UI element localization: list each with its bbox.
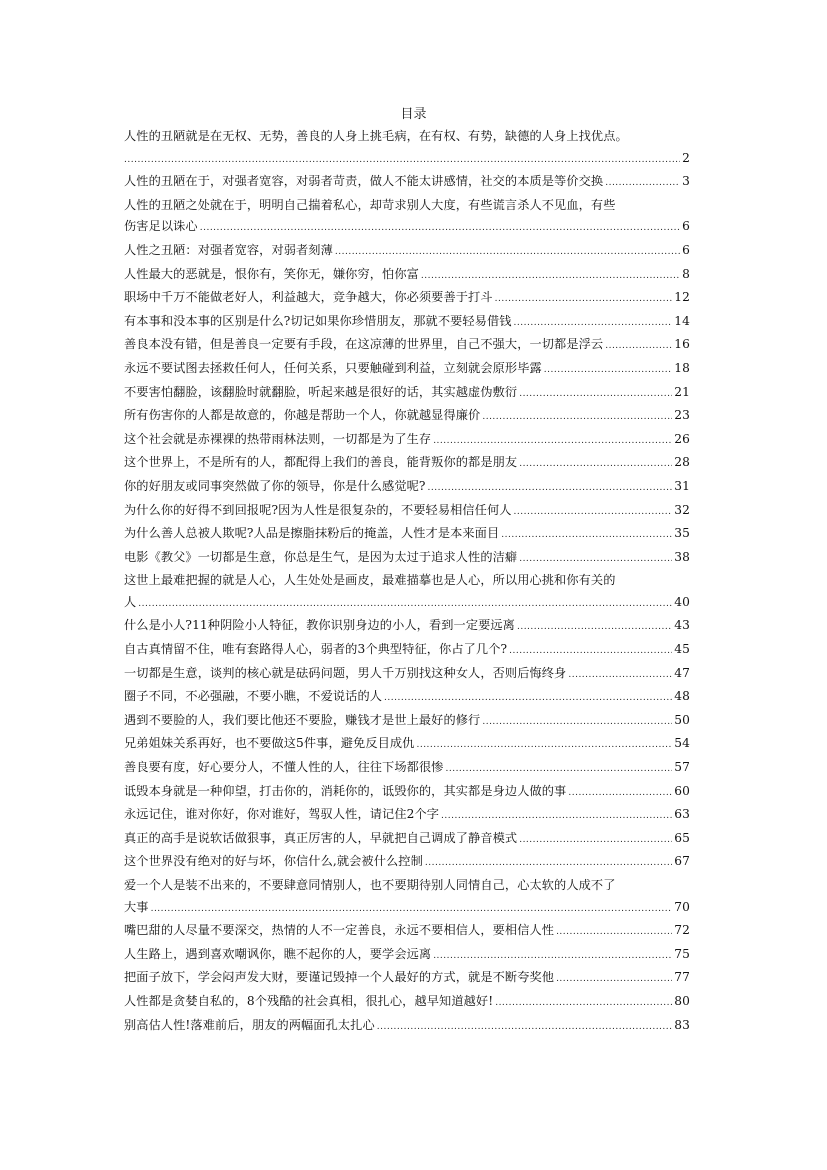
toc-entry[interactable] [124, 875, 700, 897]
toc-entry-title: 你的好朋友或同事突然做了你的领导，你是什么感觉呢? [124, 478, 426, 493]
toc-entry-title: 一切都是生意，谈判的核心就是砝码问题，男人千万别找这种女人，否则后悔终身 [124, 665, 567, 680]
dot-leader [433, 431, 672, 453]
toc-entry[interactable] [124, 733, 700, 757]
toc-entry-title: 人性最大的恶就是，恨你有，笑你无，嫌你穷，怕你富 [124, 266, 419, 281]
toc-entry[interactable] [124, 452, 700, 476]
toc-entry[interactable] [124, 264, 700, 288]
dot-leader [514, 313, 673, 335]
dot-leader [482, 407, 672, 429]
toc-entry[interactable] [124, 523, 700, 547]
toc-entry-page-number: 3 [682, 174, 690, 189]
toc-entry[interactable] [124, 382, 700, 406]
toc-entry-title: 人性的丑陋就是在无权、无势，善良的人身上挑毛病，在有权、有势，缺德的人身上找优点。 [124, 129, 628, 143]
toc-entry[interactable] [124, 639, 700, 663]
toc-entry-title: 善良要有度，好心要分人，不懂人性的人，往往下场都很惨 [124, 760, 444, 775]
toc-entry-page-number: 50 [674, 712, 690, 727]
toc-entry-page-number: 40 [674, 594, 690, 609]
toc-entry[interactable] [124, 1015, 700, 1039]
toc-entry[interactable] [124, 429, 700, 453]
toc-entry[interactable] [124, 171, 700, 195]
toc-entry[interactable] [124, 311, 700, 335]
toc-entry[interactable] [124, 148, 700, 172]
toc-entry[interactable] [124, 686, 700, 710]
dot-leader [441, 806, 672, 828]
dot-leader [151, 899, 673, 921]
dot-leader [200, 218, 680, 240]
toc-entry[interactable] [124, 663, 700, 687]
toc-entry-title: 电影《教父》一切都是生意，你总是生气，是因为太过于追求人性的洁癖 [124, 549, 518, 564]
toc-entry[interactable] [124, 710, 700, 734]
toc-entry[interactable] [124, 781, 700, 805]
toc-entry-title: 什么是小人?11种阴险小人特征，教你识别身边的小人，看到一定要远离 [124, 618, 515, 633]
toc-entry[interactable] [124, 757, 700, 781]
dot-leader [495, 289, 673, 311]
toc-entry[interactable] [124, 804, 700, 828]
table-of-contents [124, 126, 700, 1038]
dot-leader [544, 360, 673, 382]
dot-leader [501, 525, 672, 547]
toc-entry-title: 把面子放下，学会闷声发大财，要谨记毁掉一个人最好的方式，就是不断夸奖他 [124, 970, 555, 985]
dot-leader [519, 549, 672, 571]
dot-leader [519, 384, 672, 406]
toc-entry-page-number: 21 [674, 384, 690, 399]
toc-entry-page-number: 60 [674, 783, 690, 798]
toc-entry[interactable] [124, 358, 700, 382]
toc-entry-page-number: 77 [674, 970, 690, 985]
toc-entry-title: 人生路上，遇到喜欢嘲讽你，瞧不起你的人，要学会远离 [124, 946, 432, 961]
toc-entry-page-number: 83 [674, 1017, 690, 1032]
toc-entry-page-number: 18 [674, 360, 690, 375]
toc-entry-page-number: 23 [674, 408, 690, 423]
dot-leader [517, 617, 672, 639]
toc-entry[interactable] [124, 897, 700, 921]
toc-entry[interactable] [124, 967, 700, 991]
dot-leader [138, 594, 672, 616]
dot-leader [568, 783, 672, 805]
toc-entry-page-number: 67 [674, 854, 690, 869]
dot-leader [605, 173, 680, 195]
toc-entry-page-number: 6 [682, 242, 690, 257]
dot-leader [605, 336, 672, 358]
toc-entry-page-number: 2 [682, 150, 690, 165]
toc-entry-title: 爱一个人是装不出来的，不要肆意同情别人，也不要期待别人同情自己，心太软的人成不了 [124, 878, 616, 892]
toc-entry-title: 自古真情留不住，唯有套路得人心，弱者的3个典型特征，你占了几个? [124, 642, 508, 657]
toc-entry-page-number: 80 [674, 993, 690, 1008]
toc-entry-title: 人性的丑陋在于，对强者宽容，对弱者苛责，做人不能太讲感情，社交的本质是等价交换 [124, 174, 604, 189]
toc-entry[interactable] [124, 828, 700, 852]
toc-entry[interactable] [124, 851, 700, 875]
toc-entry-page-number: 31 [674, 478, 690, 493]
toc-entry-page-number: 12 [674, 290, 690, 305]
toc-entry-page-number: 14 [674, 313, 690, 328]
dot-leader [124, 150, 680, 172]
toc-entry-page-number: 70 [674, 899, 690, 914]
toc-entry-page-number: 47 [674, 665, 690, 680]
toc-entry-page-number: 48 [674, 689, 690, 704]
toc-entry-title: 伤害足以诛心 [124, 219, 198, 234]
dot-leader [514, 502, 673, 524]
dot-leader [482, 712, 672, 734]
toc-entry[interactable] [124, 592, 700, 616]
toc-entry-title: 有本事和没本事的区别是什么?切记如果你珍惜朋友，那就不要轻易借钱 [124, 313, 512, 328]
toc-entry-title: 这个世界上，不是所有的人，都配得上我们的善良，能背叛你的都是朋友 [124, 455, 518, 470]
toc-entry[interactable] [124, 944, 700, 968]
toc-entry-title: 这个社会就是赤裸裸的热带雨林法则，一切都是为了生存 [124, 431, 432, 446]
dot-leader [384, 688, 672, 710]
dot-leader [433, 946, 672, 968]
toc-entry-page-number: 16 [674, 337, 690, 352]
toc-entry[interactable] [124, 991, 700, 1015]
toc-entry-title: 这个世界没有绝对的好与坏，你信什么,就会被什么控制 [124, 854, 423, 869]
toc-entry-title: 不要害怕翻脸，该翻脸时就翻脸，听起来越是很好的话，其实越虚伪敷衍 [124, 384, 518, 399]
toc-entry-page-number: 45 [674, 642, 690, 657]
toc-entry-title: 善良本没有错，但是善良一定要有手段，在这凉薄的世界里，自己不强大，一切都是浮云 [124, 337, 604, 352]
toc-entry-title: 圈子不同，不必强融，不要小瞧，不爱说话的人 [124, 689, 383, 704]
toc-entry-page-number: 26 [674, 431, 690, 446]
toc-entry[interactable] [124, 920, 700, 944]
toc-entry-title: 真正的高手是说软话做狠事，真正厉害的人，早就把自己调成了静音模式 [124, 830, 518, 845]
toc-entry-title: 遇到不要脸的人，我们要比他还不要脸，赚钱才是世上最好的修行 [124, 712, 481, 727]
dot-leader [445, 759, 672, 781]
toc-title: 目录 [400, 107, 427, 122]
toc-entry[interactable] [124, 615, 700, 639]
toc-entry-title: 人性都是贪婪自私的，8个残酷的社会真相，很扎心，越早知道越好! [124, 993, 494, 1008]
toc-entry[interactable] [124, 287, 700, 311]
toc-entry[interactable] [124, 500, 700, 524]
toc-entry-title: 别高估人性!落难前后，朋友的两幅面孔太扎心 [124, 1017, 375, 1032]
dot-leader [519, 830, 672, 852]
toc-entry-title: 人 [124, 594, 137, 609]
toc-entry-page-number: 63 [674, 807, 690, 822]
toc-entry-page-number: 32 [674, 502, 690, 517]
toc-entry[interactable] [124, 476, 700, 500]
dot-leader [509, 641, 672, 663]
toc-entry-title: 人性之丑陋：对强者宽容，对弱者刻薄 [124, 242, 333, 257]
dot-leader [428, 478, 673, 500]
toc-entry[interactable] [124, 570, 700, 592]
dot-leader [377, 1017, 673, 1039]
toc-entry-page-number: 38 [674, 549, 690, 564]
dot-leader [421, 266, 680, 288]
toc-entry-title: 嘴巴甜的人尽量不要深交，热情的人不一定善良，永远不要相信人，要相信人性 [124, 923, 555, 938]
toc-entry-title: 这世上最难把握的就是人心，人生处处是画皮，最难描摹也是人心，所以用心挑和你有关的 [124, 573, 616, 588]
toc-entry-title: 职场中千万不能做老好人，利益越大，竞争越大，你必须要善于打斗 [124, 290, 493, 305]
toc-entry[interactable] [124, 547, 700, 571]
dot-leader [556, 922, 672, 944]
toc-entry-page-number: 35 [674, 526, 690, 541]
toc-entry-page-number: 54 [674, 736, 690, 751]
dot-leader [568, 665, 672, 687]
toc-entry[interactable] [124, 126, 700, 148]
toc-entry-title: 兄弟姐妹关系再好，也不要做这5件事，避免反目成仇 [124, 736, 415, 751]
dot-leader [519, 454, 672, 476]
toc-entry-title: 大事 [124, 899, 149, 914]
toc-entry-title: 永远不要试图去拯救任何人，任何关系，只要触碰到利益，立刻就会原形毕露 [124, 360, 542, 375]
toc-entry[interactable] [124, 195, 700, 217]
toc-entry-page-number: 65 [674, 830, 690, 845]
toc-entry[interactable] [124, 240, 700, 264]
toc-entry-title: 为什么善人总被人欺呢?人品是擦脂抹粉后的掩盖，人性才是本来面目 [124, 526, 500, 541]
toc-entry-page-number: 57 [674, 760, 690, 775]
toc-entry[interactable] [124, 216, 700, 240]
toc-entry-page-number: 6 [682, 219, 690, 234]
toc-entry-title: 人性的丑陋之处就在于，明明自己揣着私心，却苛求别人大度，有些谎言杀人不见血，有些 [124, 197, 616, 212]
toc-entry-page-number: 28 [674, 455, 690, 470]
dot-leader [416, 735, 672, 757]
toc-entry-title: 诋毁本身就是一种仰望，打击你的，消耗你的，诋毁你的，其实都是身边人做的事 [124, 783, 567, 798]
toc-entry[interactable] [124, 405, 700, 429]
toc-entry-title: 为什么你的好得不到回报呢?因为人性是很复杂的，不要轻易相信任何人 [124, 502, 512, 517]
toc-entry-page-number: 72 [674, 923, 690, 938]
toc-entry[interactable] [124, 334, 700, 358]
dot-leader [425, 853, 672, 875]
dot-leader [335, 242, 680, 264]
toc-entry-title: 所有伤害你的人都是故意的，你越是帮助一个人，你就越显得廉价 [124, 408, 481, 423]
toc-entry-title: 永远记住，谁对你好，你对谁好，驾驭人性，请记住2个字 [124, 807, 440, 822]
dot-leader [556, 969, 672, 991]
dot-leader [495, 993, 672, 1015]
toc-entry-page-number: 75 [674, 946, 690, 961]
toc-entry-page-number: 43 [674, 618, 690, 633]
toc-entry-page-number: 8 [682, 266, 690, 281]
